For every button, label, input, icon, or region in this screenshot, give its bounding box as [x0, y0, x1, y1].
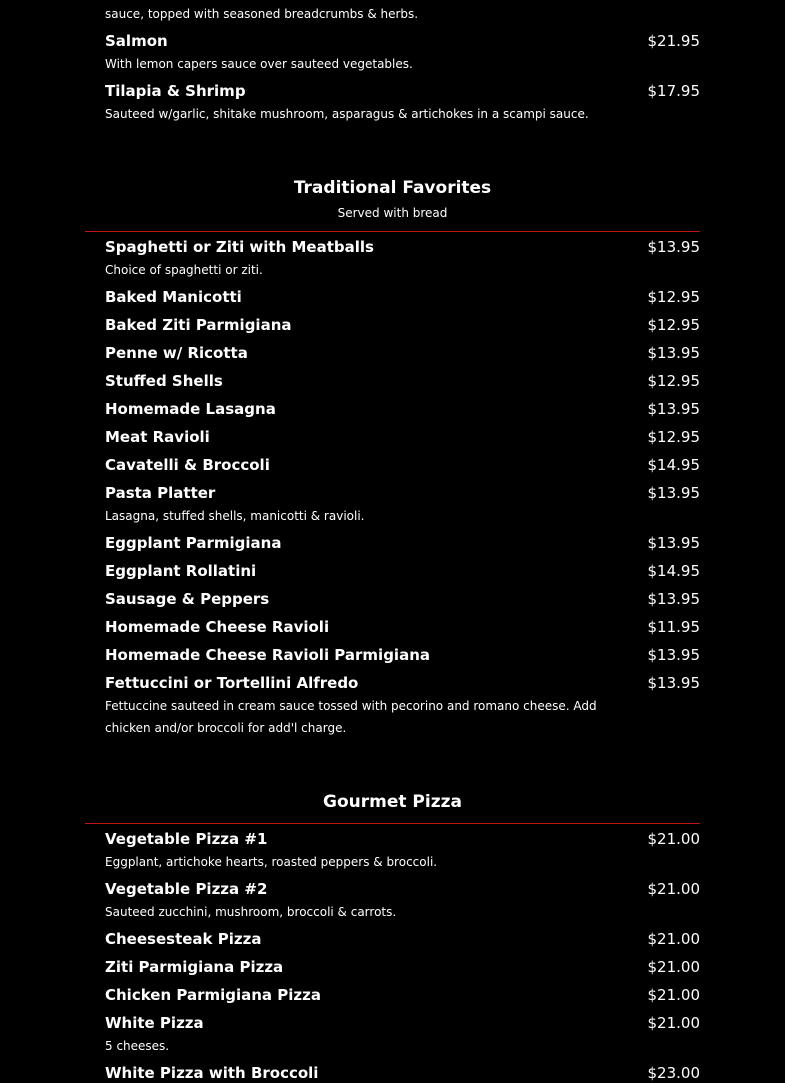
- item-name: Homemade Cheese Ravioli: [105, 618, 330, 636]
- item-price: $21.00: [647, 1014, 700, 1032]
- item-price: $14.95: [647, 456, 700, 474]
- item-name: Vegetable Pizza #1: [105, 830, 268, 848]
- item-name: Eggplant Parmigiana: [105, 534, 282, 552]
- item-description: With lemon capers sauce over sauteed vegetables.: [105, 57, 413, 71]
- item-price: $13.95: [647, 534, 700, 552]
- item-description: Eggplant, artichoke hearts, roasted peppers & broccoli.: [105, 855, 438, 869]
- item-price: $13.95: [647, 674, 700, 692]
- item-name: Chicken Parmigiana Pizza: [105, 986, 321, 1004]
- item-name: Meat Ravioli: [105, 428, 210, 446]
- item-price: $23.00: [647, 1064, 700, 1082]
- section-subtitle: Served with bread: [337, 206, 448, 220]
- section-divider: [85, 231, 700, 232]
- item-name: White Pizza with Broccoli: [105, 1064, 319, 1082]
- item-price: $13.95: [647, 344, 700, 362]
- item-name: Penne w/ Ricotta: [105, 344, 248, 362]
- item-name: Baked Ziti Parmigiana: [105, 316, 292, 334]
- item-description: Choice of spaghetti or ziti.: [105, 263, 263, 277]
- section-title-traditional-favorites: Traditional Favorites: [293, 178, 492, 198]
- item-name: Sausage & Peppers: [105, 590, 270, 608]
- item-name: Homemade Lasagna: [105, 400, 276, 418]
- section-title-gourmet-pizza: Gourmet Pizza: [323, 792, 462, 812]
- item-name: Stuffed Shells: [105, 372, 223, 390]
- item-price: $12.95: [647, 316, 700, 334]
- item-description: Lasagna, stuffed shells, manicotti & ravioli.: [105, 509, 365, 523]
- item-name: Cheesesteak Pizza: [105, 930, 262, 948]
- item-price: $12.95: [647, 428, 700, 446]
- item-price: $13.95: [647, 484, 700, 502]
- item-price: $14.95: [647, 562, 700, 580]
- item-name: White Pizza: [105, 1014, 204, 1032]
- item-price: $13.95: [647, 646, 700, 664]
- item-price: $21.00: [647, 880, 700, 898]
- item-price: $12.95: [647, 372, 700, 390]
- item-price: $13.95: [647, 400, 700, 418]
- item-price: $17.95: [647, 82, 700, 100]
- item-price: $12.95: [647, 288, 700, 306]
- item-name: Pasta Platter: [105, 484, 216, 502]
- item-description: Fettuccine sauteed in cream sauce tossed with pecorino and romano cheese. Add chicken and/or broccoli for add'l charge.: [105, 699, 597, 735]
- item-price: $21.00: [647, 986, 700, 1004]
- item-name: Ziti Parmigiana Pizza: [105, 958, 284, 976]
- item-name: Homemade Cheese Ravioli Parmigiana: [105, 646, 430, 664]
- item-name: Eggplant Rollatini: [105, 562, 257, 580]
- item-price: $13.95: [647, 238, 700, 256]
- item-name: Fettuccini or Tortellini Alfredo: [105, 674, 359, 692]
- item-price: $13.95: [647, 590, 700, 608]
- item-description: 5 cheeses.: [105, 1039, 170, 1053]
- item-name: Spaghetti or Ziti with Meatballs: [105, 238, 374, 256]
- item-name: Cavatelli & Broccoli: [105, 456, 270, 474]
- item-name: Vegetable Pizza #2: [105, 880, 268, 898]
- section-divider: [85, 823, 700, 824]
- item-price: $21.95: [647, 32, 700, 50]
- item-name: Baked Manicotti: [105, 288, 242, 306]
- item-name: Salmon: [105, 32, 168, 50]
- item-description: sauce, topped with seasoned breadcrumbs & herbs.: [105, 7, 419, 21]
- item-price: $21.00: [647, 930, 700, 948]
- item-price: $11.95: [647, 618, 700, 636]
- item-description: Sauteed zucchini, mushroom, broccoli & carrots.: [105, 905, 397, 919]
- item-price: $21.00: [647, 958, 700, 976]
- item-price: $21.00: [647, 830, 700, 848]
- item-name: Tilapia & Shrimp: [105, 82, 246, 100]
- item-description: Sauteed w/garlic, shitake mushroom, asparagus & artichokes in a scampi sauce.: [105, 107, 589, 121]
